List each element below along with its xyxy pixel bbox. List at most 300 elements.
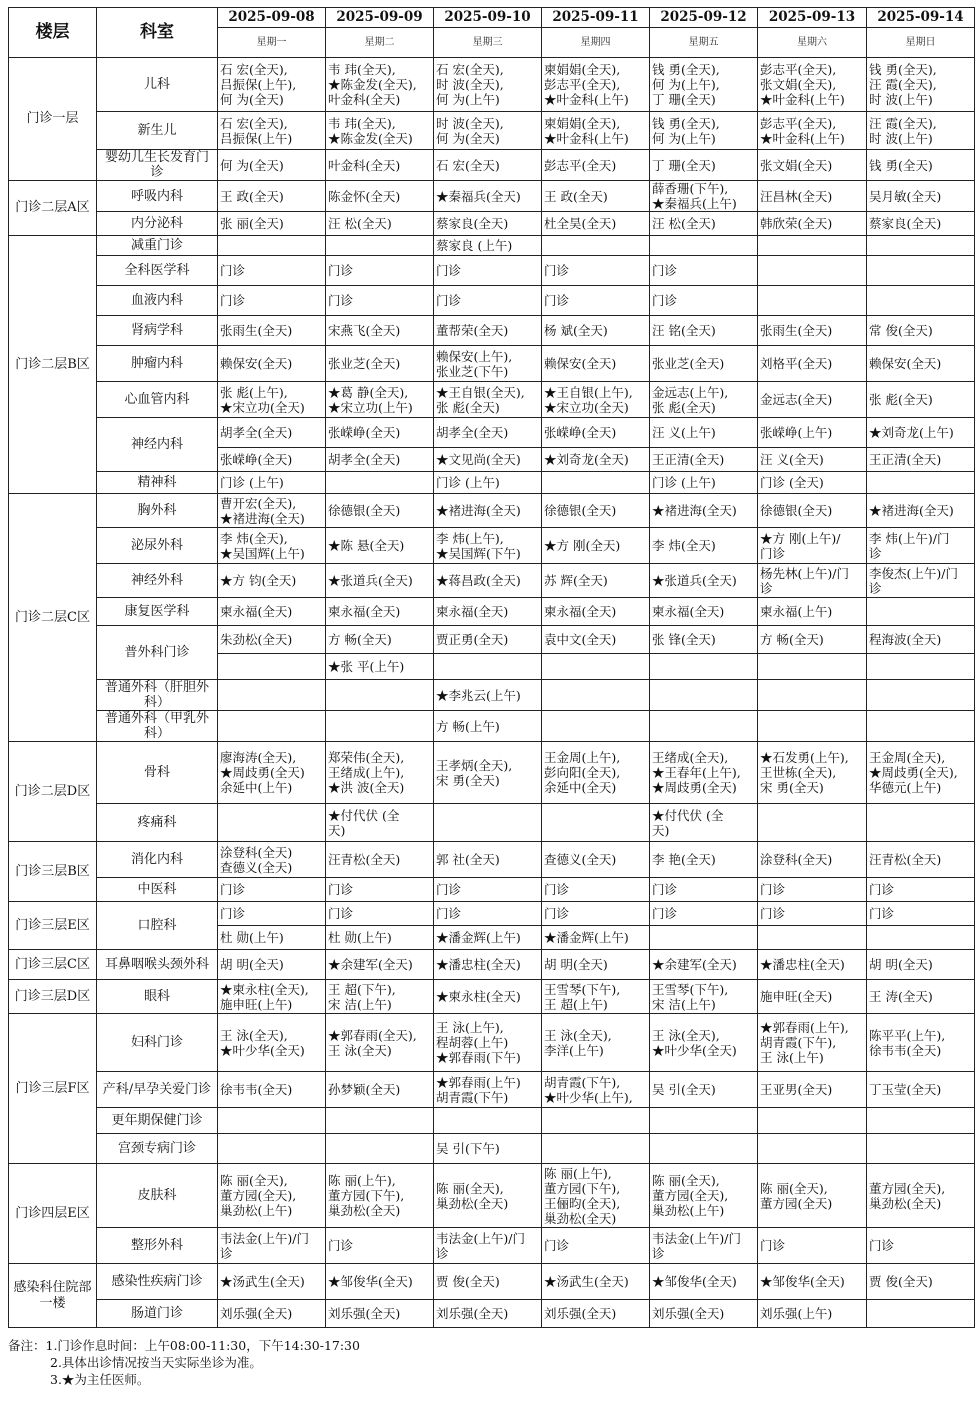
doctor-cell: 门诊 (上午) bbox=[650, 472, 758, 494]
weekday-header: 星期六 bbox=[758, 28, 867, 58]
department-cell: 肾病学科 bbox=[97, 316, 218, 346]
department-cell: 消化内科 bbox=[97, 842, 218, 878]
schedule-row bbox=[9, 316, 975, 346]
department-cell: 肠道门诊 bbox=[97, 1300, 218, 1328]
floor-cell: 门诊四层E区 bbox=[9, 1164, 97, 1264]
doctor-cell bbox=[218, 680, 326, 711]
doctor-cell: 门诊 bbox=[434, 902, 542, 926]
doctor-cell: 王雪琴(下午), 王 超(上午) bbox=[542, 980, 650, 1014]
doctor-cell bbox=[542, 804, 650, 842]
doctor-cell: ★张道兵(全天) bbox=[326, 564, 434, 598]
doctor-cell: ★褚进海(全天) bbox=[434, 494, 542, 528]
department-cell: 中医科 bbox=[97, 878, 218, 902]
doctor-cell: ★潘忠柱(全天) bbox=[434, 950, 542, 980]
floor-cell: 门诊三层D区 bbox=[9, 980, 97, 1014]
date-header: 2025-09-10 bbox=[434, 8, 542, 28]
department-cell: 康复医学科 bbox=[97, 598, 218, 626]
doctor-cell: 刘乐强(全天) bbox=[434, 1300, 542, 1328]
department-cell: 呼吸内科 bbox=[97, 181, 218, 212]
doctor-cell: 王正清(全天) bbox=[867, 448, 975, 472]
schedule-row bbox=[9, 598, 975, 626]
doctor-cell: 韦法金(上午)/门 诊 bbox=[650, 1228, 758, 1264]
doctor-cell: 汪 义(全天) bbox=[758, 448, 867, 472]
doctor-cell: ★郭春雨(全天), 王 泳(全天) bbox=[326, 1014, 434, 1072]
doctor-cell: ★邹俊华(全天) bbox=[758, 1264, 867, 1300]
date-header: 2025-09-14 bbox=[867, 8, 975, 28]
doctor-cell: 韦法金(上午)/门 诊 bbox=[218, 1228, 326, 1264]
department-cell: 神经内科 bbox=[97, 418, 218, 472]
doctor-cell bbox=[434, 654, 542, 680]
doctor-cell: 彭志平(全天) bbox=[542, 150, 650, 181]
doctor-cell: ★张道兵(全天) bbox=[650, 564, 758, 598]
note-line: 2.具体出诊情况按当天实际坐诊为准。 bbox=[50, 1355, 262, 1370]
doctor-cell: 门诊 bbox=[542, 902, 650, 926]
doctor-cell: 赖保安(全天) bbox=[218, 346, 326, 382]
schedule-row bbox=[9, 346, 975, 382]
weekday-header: 星期三 bbox=[434, 28, 542, 58]
doctor-cell: 曹开宏(全天), ★褚进海(全天) bbox=[218, 494, 326, 528]
department-cell: 精神科 bbox=[97, 472, 218, 494]
doctor-cell: 门诊 bbox=[434, 256, 542, 286]
doctor-cell: 门诊 bbox=[650, 286, 758, 316]
doctor-cell bbox=[867, 1300, 975, 1328]
doctor-cell: 汪青松(全天) bbox=[326, 842, 434, 878]
doctor-cell: ★文见尚(全天) bbox=[434, 448, 542, 472]
doctor-cell: 涂登科(全天) 查德义(全天) bbox=[218, 842, 326, 878]
doctor-cell: 袁中文(全天) bbox=[542, 626, 650, 654]
doctor-cell bbox=[326, 472, 434, 494]
doctor-cell: 张嵘峥(全天) bbox=[326, 418, 434, 448]
doctor-cell: 陈 丽(上午), 董方园(下午), 巢劲松(全天) bbox=[326, 1164, 434, 1228]
doctor-cell: 柬永福(全天) bbox=[218, 598, 326, 626]
doctor-cell: 王 泳(全天), ★叶少华(全天) bbox=[218, 1014, 326, 1072]
floor-cell: 门诊三层C区 bbox=[9, 950, 97, 980]
doctor-cell: 门诊 bbox=[326, 1228, 434, 1264]
floor-cell: 门诊二层B区 bbox=[9, 236, 97, 494]
doctor-cell bbox=[867, 472, 975, 494]
doctor-cell: ★刘奇龙(上午) bbox=[867, 418, 975, 448]
doctor-cell: ★邹俊华(全天) bbox=[650, 1264, 758, 1300]
doctor-cell: 门诊 bbox=[542, 1228, 650, 1264]
doctor-cell: 彭志平(全天), ★叶金科(上午) bbox=[758, 112, 867, 150]
doctor-cell: ★余建军(全天) bbox=[326, 950, 434, 980]
doctor-cell bbox=[326, 1134, 434, 1164]
doctor-cell: 钱 勇(全天), 汪 霞(全天), 时 波(上午) bbox=[867, 58, 975, 112]
schedule-row bbox=[9, 980, 975, 1014]
doctor-cell: 苏 辉(全天) bbox=[542, 564, 650, 598]
doctor-cell: ★王自银(全天), 张 彪(全天) bbox=[434, 382, 542, 418]
doctor-cell: 王 泳(全天), 李洋(上午) bbox=[542, 1014, 650, 1072]
doctor-cell: 韩欣荣(全天) bbox=[758, 212, 867, 236]
doctor-cell bbox=[434, 804, 542, 842]
doctor-cell: 门诊 (上午) bbox=[218, 472, 326, 494]
doctor-cell: 王 涛(全天) bbox=[867, 980, 975, 1014]
doctor-cell bbox=[326, 680, 434, 711]
doctor-cell: 王 超(下午), 宋 洁(上午) bbox=[326, 980, 434, 1014]
doctor-cell: 王 政(全天) bbox=[542, 181, 650, 212]
department-cell: 减重门诊 bbox=[97, 236, 218, 256]
doctor-cell: 程海波(全天) bbox=[867, 626, 975, 654]
department-cell: 整形外科 bbox=[97, 1228, 218, 1264]
doctor-cell: 吴 引(全天) bbox=[650, 1072, 758, 1108]
doctor-cell: 胡孝全(全天) bbox=[218, 418, 326, 448]
doctor-cell: 薛香珊(下午), ★秦福兵(上午) bbox=[650, 181, 758, 212]
doctor-cell: 蔡家良(全天) bbox=[867, 212, 975, 236]
doctor-cell: ★蒋昌政(全天) bbox=[434, 564, 542, 598]
doctor-cell: 王 泳(全天), ★叶少华(全天) bbox=[650, 1014, 758, 1072]
doctor-cell: 张业芝(全天) bbox=[650, 346, 758, 382]
department-cell: 骨科 bbox=[97, 742, 218, 804]
department-cell: 婴幼儿生长发育门诊 bbox=[97, 150, 218, 181]
doctor-cell: 胡 明(全天) bbox=[542, 950, 650, 980]
doctor-cell: 朱劲松(全天) bbox=[218, 626, 326, 654]
schedule-row bbox=[9, 212, 975, 236]
department-cell: 全科医学科 bbox=[97, 256, 218, 286]
schedule-row bbox=[9, 564, 975, 598]
department-cell: 神经外科 bbox=[97, 564, 218, 598]
date-header: 2025-09-08 bbox=[218, 8, 326, 28]
department-cell: 宫颈专病门诊 bbox=[97, 1134, 218, 1164]
doctor-cell: 吴 引(下午) bbox=[434, 1134, 542, 1164]
department-cell: 皮肤科 bbox=[97, 1164, 218, 1228]
doctor-cell: 杜 勋(上午) bbox=[326, 926, 434, 950]
schedule-row bbox=[9, 680, 975, 711]
doctor-cell: 徐德银(全天) bbox=[542, 494, 650, 528]
doctor-cell: 常 俊(全天) bbox=[867, 316, 975, 346]
doctor-cell: ★褚进海(全天) bbox=[867, 494, 975, 528]
schedule-row bbox=[9, 528, 975, 564]
department-cell: 眼科 bbox=[97, 980, 218, 1014]
doctor-cell: ★汤武生(全天) bbox=[542, 1264, 650, 1300]
doctor-cell: ★柬永柱(全天), 施申旺(上午) bbox=[218, 980, 326, 1014]
doctor-cell: ★方 刚(上午)/ 门诊 bbox=[758, 528, 867, 564]
doctor-cell: ★汤武生(全天) bbox=[218, 1264, 326, 1300]
doctor-cell: 徐德银(全天) bbox=[758, 494, 867, 528]
doctor-cell: 王 政(全天) bbox=[218, 181, 326, 212]
doctor-cell: 王 泳(上午), 程胡蓉(上午) ★郭春雨(下午) bbox=[434, 1014, 542, 1072]
schedule-row bbox=[9, 1264, 975, 1300]
doctor-cell: 时 波(全天), 何 为(全天) bbox=[434, 112, 542, 150]
doctor-cell: 胡孝全(全天) bbox=[434, 418, 542, 448]
doctor-cell: 门诊 bbox=[326, 286, 434, 316]
department-cell: 普通外科（甲乳外科） bbox=[97, 711, 218, 742]
doctor-cell: 汪 铭(全天) bbox=[650, 316, 758, 346]
doctor-cell: 金远志(上午), 张 彪(全天) bbox=[650, 382, 758, 418]
doctor-cell: 李 炜(上午), ★吴国辉(下午) bbox=[434, 528, 542, 564]
doctor-cell bbox=[542, 1108, 650, 1134]
doctor-cell: 廖海涛(全天), ★周歧勇(全天) 余延中(上午) bbox=[218, 742, 326, 804]
doctor-cell: 张 彪(上午), ★宋立功(全天) bbox=[218, 382, 326, 418]
department-cell: 产科/早孕关爱门诊 bbox=[97, 1072, 218, 1108]
floor-cell: 门诊二层A区 bbox=[9, 181, 97, 236]
doctor-cell: ★郭春雨(上午), 胡青霞(下午), 王 泳(上午) bbox=[758, 1014, 867, 1072]
doctor-cell: 徐韦韦(全天) bbox=[218, 1072, 326, 1108]
schedule-row bbox=[9, 1014, 975, 1072]
doctor-cell: ★付代伏 (全 天) bbox=[326, 804, 434, 842]
schedule-row bbox=[9, 58, 975, 112]
doctor-cell: 陈平平(上午), 徐韦韦(全天) bbox=[867, 1014, 975, 1072]
doctor-cell bbox=[650, 680, 758, 711]
doctor-cell: 董帮荣(全天) bbox=[434, 316, 542, 346]
doctor-cell: 门诊 bbox=[758, 902, 867, 926]
doctor-cell: 汪 松(全天) bbox=[650, 212, 758, 236]
doctor-cell: 赖保安(全天) bbox=[867, 346, 975, 382]
doctor-cell: 门诊 bbox=[434, 878, 542, 902]
doctor-cell: ★方 刚(全天) bbox=[542, 528, 650, 564]
doctor-cell: 杨先林(上午)/门 诊 bbox=[758, 564, 867, 598]
doctor-cell: 张雨生(全天) bbox=[218, 316, 326, 346]
date-header: 2025-09-12 bbox=[650, 8, 758, 28]
doctor-cell: ★刘奇龙(全天) bbox=[542, 448, 650, 472]
doctor-cell: 王孝炳(全天), 宋 勇(全天) bbox=[434, 742, 542, 804]
doctor-cell: 张嵘峥(全天) bbox=[542, 418, 650, 448]
department-cell: 感染性疾病门诊 bbox=[97, 1264, 218, 1300]
department-cell: 血液内科 bbox=[97, 286, 218, 316]
schedule-row bbox=[9, 711, 975, 742]
doctor-cell: 门诊 bbox=[542, 256, 650, 286]
doctor-cell: 门诊 bbox=[218, 256, 326, 286]
doctor-cell: 丁 珊(全天) bbox=[650, 150, 758, 181]
department-cell: 心血管内科 bbox=[97, 382, 218, 418]
doctor-cell bbox=[758, 1134, 867, 1164]
doctor-cell: 叶金科(全天) bbox=[326, 150, 434, 181]
doctor-cell: 陈 丽(全天), 巢劲松(全天) bbox=[434, 1164, 542, 1228]
department-cell: 疼痛科 bbox=[97, 804, 218, 842]
doctor-cell: 门诊 bbox=[650, 902, 758, 926]
schedule-row bbox=[9, 1108, 975, 1134]
doctor-cell: 方 畅(全天) bbox=[326, 626, 434, 654]
doctor-cell: 门诊 bbox=[218, 878, 326, 902]
doctor-cell: 胡青霞(下午), ★叶少华(上午), bbox=[542, 1072, 650, 1108]
doctor-cell bbox=[650, 1134, 758, 1164]
doctor-cell: 门诊 bbox=[758, 878, 867, 902]
doctor-cell: 赖保安(上午), 张业芝(下午) bbox=[434, 346, 542, 382]
schedule-row bbox=[9, 1072, 975, 1108]
doctor-cell: 刘乐强(全天) bbox=[218, 1300, 326, 1328]
schedule-row bbox=[9, 181, 975, 212]
doctor-cell: 张 彪(全天) bbox=[867, 382, 975, 418]
doctor-cell: 张 锋(全天) bbox=[650, 626, 758, 654]
department-cell: 耳鼻咽喉头颈外科 bbox=[97, 950, 218, 980]
doctor-cell: 陈 丽(全天), 董方园(全天), 巢劲松(上午) bbox=[218, 1164, 326, 1228]
schedule-row bbox=[9, 626, 975, 654]
doctor-cell: 王亚男(全天) bbox=[758, 1072, 867, 1108]
floor-cell: 门诊三层B区 bbox=[9, 842, 97, 902]
doctor-cell: 门诊 bbox=[326, 902, 434, 926]
weekday-header: 星期二 bbox=[326, 28, 434, 58]
doctor-cell: 杜全昊(全天) bbox=[542, 212, 650, 236]
doctor-cell: 门诊 bbox=[542, 878, 650, 902]
doctor-cell: 徐德银(全天) bbox=[326, 494, 434, 528]
doctor-cell: 李 炜(全天) bbox=[650, 528, 758, 564]
doctor-cell: 李 炜(全天), ★吴国辉(上午) bbox=[218, 528, 326, 564]
doctor-cell: 刘乐强(全天) bbox=[542, 1300, 650, 1328]
weekday-header: 星期一 bbox=[218, 28, 326, 58]
floor-cell: 感染科住院部一楼 bbox=[9, 1264, 97, 1328]
doctor-cell: 杜 勋(上午) bbox=[218, 926, 326, 950]
doctor-cell: 门诊 bbox=[867, 902, 975, 926]
doctor-cell: 张雨生(全天) bbox=[758, 316, 867, 346]
doctor-cell bbox=[650, 926, 758, 950]
doctor-cell bbox=[218, 804, 326, 842]
schedule-row bbox=[9, 1164, 975, 1228]
schedule-row bbox=[9, 1134, 975, 1164]
doctor-cell: 蔡家良 (上午) bbox=[434, 236, 542, 256]
doctor-cell: 胡 明(全天) bbox=[867, 950, 975, 980]
doctor-cell: 汪 义(上午) bbox=[650, 418, 758, 448]
doctor-cell: 柬娟娟(全天), ★叶金科(上午) bbox=[542, 112, 650, 150]
doctor-cell: 陈金怀(全天) bbox=[326, 181, 434, 212]
doctor-cell: ★石发勇(上午), 王世栋(全天), 宋 勇(全天) bbox=[758, 742, 867, 804]
schedule-row bbox=[9, 472, 975, 494]
doctor-cell: ★李兆云(上午) bbox=[434, 680, 542, 711]
doctor-cell: 柬永福(全天) bbox=[650, 598, 758, 626]
doctor-cell: ★王自银(上午), ★宋立功(全天) bbox=[542, 382, 650, 418]
schedule-row bbox=[9, 112, 975, 150]
doctor-cell: ★陈 悬(全天) bbox=[326, 528, 434, 564]
doctor-cell bbox=[218, 711, 326, 742]
doctor-cell bbox=[758, 256, 867, 286]
doctor-cell: 陈 丽(全天), 董方园(全天) bbox=[758, 1164, 867, 1228]
doctor-cell bbox=[867, 654, 975, 680]
doctor-cell: 刘格平(全天) bbox=[758, 346, 867, 382]
doctor-cell: 陈 丽(全天), 董方园(全天), 巢劲松(上午) bbox=[650, 1164, 758, 1228]
doctor-cell: 韦 玮(全天), ★陈金发(全天) bbox=[326, 112, 434, 150]
doctor-cell: 汪昌林(全天) bbox=[758, 181, 867, 212]
doctor-cell bbox=[326, 1108, 434, 1134]
date-header: 2025-09-09 bbox=[326, 8, 434, 28]
floor-cell: 门诊三层F区 bbox=[9, 1014, 97, 1164]
doctor-cell: 施申旺(全天) bbox=[758, 980, 867, 1014]
doctor-cell: 蔡家良(全天) bbox=[434, 212, 542, 236]
doctor-cell: 刘乐强(全天) bbox=[326, 1300, 434, 1328]
doctor-cell bbox=[867, 1134, 975, 1164]
doctor-cell: ★张 平(上午) bbox=[326, 654, 434, 680]
doctor-cell bbox=[542, 654, 650, 680]
doctor-cell: ★邹俊华(全天) bbox=[326, 1264, 434, 1300]
schedule-row bbox=[9, 1300, 975, 1328]
doctor-cell bbox=[218, 1108, 326, 1134]
doctor-cell: 柬娟娟(全天), 彭志平(全天), ★叶金科(上午) bbox=[542, 58, 650, 112]
doctor-cell: ★葛 静(全天), ★宋立功(上午) bbox=[326, 382, 434, 418]
doctor-cell: ★潘金辉(上午) bbox=[434, 926, 542, 950]
doctor-cell: 门诊 bbox=[326, 878, 434, 902]
schedule-row bbox=[9, 286, 975, 316]
doctor-cell: ★郭春雨(上午) 胡青霞(下午) bbox=[434, 1072, 542, 1108]
doctor-cell bbox=[542, 711, 650, 742]
doctor-cell bbox=[867, 926, 975, 950]
doctor-cell bbox=[867, 256, 975, 286]
doctor-cell bbox=[326, 711, 434, 742]
schedule-row bbox=[9, 804, 975, 842]
doctor-cell: 门诊 bbox=[758, 1228, 867, 1264]
doctor-cell bbox=[542, 1134, 650, 1164]
doctor-cell bbox=[542, 472, 650, 494]
floor-cell: 门诊二层D区 bbox=[9, 742, 97, 842]
doctor-cell: 石 宏(全天), 吕振保(上午), 何 为(全天) bbox=[218, 58, 326, 112]
doctor-cell bbox=[326, 236, 434, 256]
doctor-cell: 刘乐强(上午) bbox=[758, 1300, 867, 1328]
doctor-cell: ★秦福兵(全天) bbox=[434, 181, 542, 212]
doctor-cell: 郑荣伟(全天), 王绪成(上午), ★洪 波(全天) bbox=[326, 742, 434, 804]
doctor-cell: 郭 社(全天) bbox=[434, 842, 542, 878]
doctor-cell: 杨 斌(全天) bbox=[542, 316, 650, 346]
doctor-cell: 赖保安(全天) bbox=[542, 346, 650, 382]
doctor-cell: ★褚进海(全天) bbox=[650, 494, 758, 528]
doctor-cell bbox=[758, 236, 867, 256]
doctor-cell: 李 炜(上午)/门 诊 bbox=[867, 528, 975, 564]
doctor-cell bbox=[650, 1108, 758, 1134]
doctor-cell: 韦 玮(全天), ★陈金发(全天), 叶金科(全天) bbox=[326, 58, 434, 112]
doctor-cell bbox=[650, 654, 758, 680]
doctor-cell bbox=[542, 680, 650, 711]
doctor-cell: ★方 钧(全天) bbox=[218, 564, 326, 598]
notes bbox=[8, 1337, 974, 1388]
doctor-cell: 柬永福(上午) bbox=[758, 598, 867, 626]
doctor-cell: 李 艳(全天) bbox=[650, 842, 758, 878]
doctor-cell: 董方园(全天), 巢劲松(全天) bbox=[867, 1164, 975, 1228]
doctor-cell: 李俊杰(上午)/门 诊 bbox=[867, 564, 975, 598]
floor-cell: 门诊三层E区 bbox=[9, 902, 97, 950]
doctor-cell: 张文娟(全天) bbox=[758, 150, 867, 181]
doctor-cell: 彭志平(全天), 张文娟(全天), ★叶金科(上午) bbox=[758, 58, 867, 112]
schedule-row bbox=[9, 1228, 975, 1264]
doctor-cell bbox=[867, 804, 975, 842]
doctor-cell: 王雪琴(下午), 宋 洁(上午) bbox=[650, 980, 758, 1014]
doctor-cell: 汪 霞(全天), 时 波(上午) bbox=[867, 112, 975, 150]
doctor-cell bbox=[542, 236, 650, 256]
doctor-cell: 汪青松(全天) bbox=[867, 842, 975, 878]
doctor-cell: 陈 丽(上午), 董方园(下午), 王俪昀(全天), 巢劲松(全天) bbox=[542, 1164, 650, 1228]
doctor-cell: 石 宏(全天), 时 波(全天), 何 为(上午) bbox=[434, 58, 542, 112]
doctor-cell: 孙梦颖(全天) bbox=[326, 1072, 434, 1108]
doctor-cell bbox=[758, 680, 867, 711]
doctor-cell: ★潘金辉(上午) bbox=[542, 926, 650, 950]
doctor-cell bbox=[758, 926, 867, 950]
doctor-cell: 柬永福(全天) bbox=[542, 598, 650, 626]
department-header: 科室 bbox=[97, 8, 218, 58]
date-header: 2025-09-13 bbox=[758, 8, 867, 28]
department-cell: 儿科 bbox=[97, 58, 218, 112]
doctor-cell: 石 宏(全天), 吕振保(上午) bbox=[218, 112, 326, 150]
doctor-cell: 柬永福(全天) bbox=[326, 598, 434, 626]
schedule-row bbox=[9, 878, 975, 902]
schedule-row bbox=[9, 150, 975, 181]
doctor-cell: 张嵘峥(上午) bbox=[758, 418, 867, 448]
weekday-header: 星期日 bbox=[867, 28, 975, 58]
doctor-cell: ★潘忠柱(全天) bbox=[758, 950, 867, 980]
department-cell: 普通外科（肝胆外科） bbox=[97, 680, 218, 711]
doctor-cell bbox=[867, 680, 975, 711]
doctor-cell bbox=[867, 1108, 975, 1134]
doctor-cell: 门诊 bbox=[434, 286, 542, 316]
doctor-cell bbox=[758, 804, 867, 842]
doctor-cell: 门诊 bbox=[867, 1228, 975, 1264]
doctor-cell bbox=[434, 1108, 542, 1134]
note-line: 备注：1.门诊作息时间：上午08:00-11:30，下午14:30-17:30 bbox=[8, 1338, 360, 1353]
doctor-cell: 胡孝全(全天) bbox=[326, 448, 434, 472]
date-header: 2025-09-11 bbox=[542, 8, 650, 28]
doctor-cell: 门诊 bbox=[542, 286, 650, 316]
doctor-cell: 张嵘峥(全天) bbox=[218, 448, 326, 472]
floor-cell: 门诊一层 bbox=[9, 58, 97, 181]
doctor-cell bbox=[218, 1134, 326, 1164]
doctor-cell bbox=[758, 711, 867, 742]
doctor-cell bbox=[758, 654, 867, 680]
doctor-cell: 王正清(全天) bbox=[650, 448, 758, 472]
department-cell: 妇科门诊 bbox=[97, 1014, 218, 1072]
doctor-cell: 吴月敏(全天) bbox=[867, 181, 975, 212]
